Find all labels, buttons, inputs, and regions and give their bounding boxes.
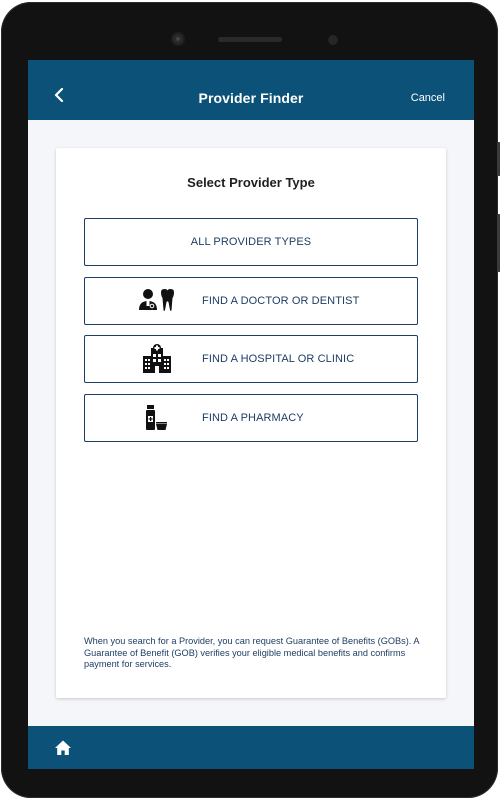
app-header <box>28 60 474 120</box>
option-label: ALL PROVIDER TYPES <box>190 236 312 248</box>
speaker-grille <box>218 37 282 42</box>
pharmacy-icon <box>144 404 168 432</box>
light-sensor <box>328 35 338 45</box>
section-heading: Select Provider Type <box>187 175 315 190</box>
tablet-device-frame <box>1 2 498 798</box>
home-icon <box>54 739 72 757</box>
front-camera <box>173 34 183 44</box>
find-doctor-dentist-button[interactable] <box>84 277 418 325</box>
provider-type-card <box>56 148 446 698</box>
hospital-icon <box>142 345 172 373</box>
page-title: Provider Finder <box>198 90 304 106</box>
option-label: FIND A PHARMACY <box>202 412 304 424</box>
app-screen <box>28 60 474 769</box>
find-pharmacy-button[interactable] <box>84 394 418 442</box>
option-label: FIND A DOCTOR OR DENTIST <box>202 295 360 307</box>
option-label: FIND A HOSPITAL OR CLINIC <box>202 353 355 365</box>
find-hospital-clinic-button[interactable] <box>84 335 418 383</box>
doctor-dentist-icon <box>139 287 177 315</box>
cancel-button[interactable]: Cancel <box>410 92 445 104</box>
all-provider-types-button[interactable] <box>84 218 418 266</box>
home-button[interactable] <box>54 739 72 757</box>
bottom-navigation <box>28 726 474 769</box>
gob-info-text: When you search for a Provider, you can request Guarantee of Benefits (GOBs). A Guarantee of Benefit (GOB) verifies your eligible medical benefits and confirms payment for services. <box>84 636 420 669</box>
